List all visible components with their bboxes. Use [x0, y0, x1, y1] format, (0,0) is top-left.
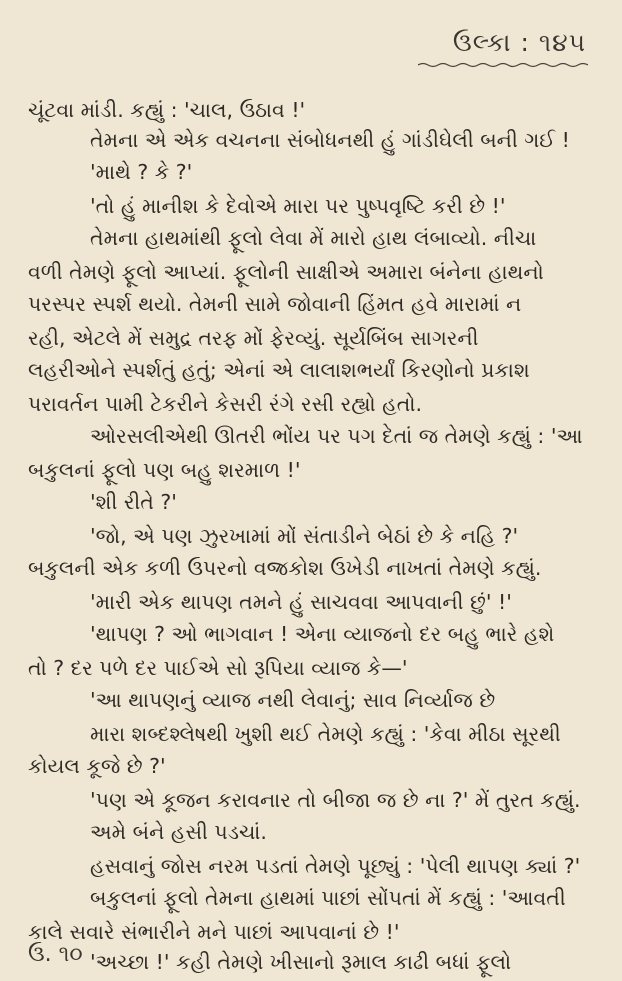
- text-line: 'અચ્છા !' કહી તેમણે ખીસાનો રૂમાલ કાઢી બધાં ફૂલો: [90, 950, 512, 974]
- text-line: 'થાપણ ? ઓ ભાગવાન ! એના વ્યાજનો દર બહુ ભારે હશે: [90, 622, 555, 646]
- text-line: 'આ થાપણનું વ્યાજ નથી લેવાનું; સાવ નિર્વ્યાજ છે: [90, 688, 496, 712]
- header-wavy-rule: [418, 62, 588, 68]
- text-line: 'મારી એક થાપણ તમને હું સાચવવા આપવાની છું' !': [90, 590, 512, 614]
- text-line: લહરીઓને સ્પર્શતું હતું; એનાં એ લાલાશભર્યાં કિરણોનો પ્રકાશ: [28, 358, 530, 382]
- text-line: વળી તેમણે ફૂલો આપ્યાં. ફૂલોની સાક્ષીએ અમારા બંનેના હાથનો: [28, 260, 544, 284]
- text-line: ઓરસલીએથી ઊતરી ભોંય પર પગ દેતાં જ તેમણે કહ્યું : 'આ: [90, 424, 583, 448]
- text-line: 'જો, એ પણ ઝુરખામાં મોં સંતાડીને બેઠાં છે કે નહિ ?': [90, 524, 519, 548]
- text-line: 'શી રીતે ?': [90, 490, 177, 514]
- text-line: 'માથે ? કે ?': [90, 160, 193, 184]
- text-line: બકુલની એક કળી ઉપરનો વજ્રકોશ ઉખેડી નાખતાં તેમણે કહ્યું.: [28, 556, 542, 580]
- text-line: રહી, એટલે મેં સમુદ્ર તરફ મોં ફેરવ્યું. સૂર્યબિંબ સાગરની: [28, 326, 479, 350]
- text-line: તેમના હાથમાંથી ફૂલો લેવા મેં મારો હાથ લંબાવ્યો. નીચા: [90, 226, 537, 250]
- text-line: 'પણ એ કૂજન કરાવનાર તો બીજા જ છે ના ?' મેં તુરત કહ્યું.: [90, 788, 581, 812]
- text-line: પરાવર્તન પામી ટેકરીને કેસરી રંગે રસી રહ્યો હતો.: [28, 392, 422, 416]
- text-line: બકુલનાં ફૂલો પણ બહુ શરમાળ !': [28, 458, 301, 482]
- text-line: કાલે સવારે સંભારીને મને પાછાં આપવાનાં છે !': [28, 920, 400, 944]
- text-line: બકુલનાં ફૂલો તેમના હાથમાં પાછાં સોંપતાં મેં કહ્યું : 'આવતી: [90, 886, 566, 910]
- text-line: 'તો હું માનીશ કે દેવોએ મારા પર પુષ્પવૃષ્ટિ કરી છે !': [90, 194, 506, 218]
- text-line: હસવાનું જોસ નરમ પડતાં તેમણે પૂછ્યું : 'પેલી થાપણ ક્યાં ?': [90, 854, 581, 878]
- text-line: તો ? દર પળે દર પાઈએ સો રૂપિયા વ્યાજ કે—': [28, 656, 408, 680]
- signature-mark: ઉ. ૧૦: [28, 942, 83, 967]
- text-line: ચૂંટવા માંડી. કહ્યું : 'ચાલ, ઉઠાવ !': [28, 98, 306, 122]
- text-line: મારા શબ્દશ્લેષથી ખુશી થઈ તેમણે કહ્યું : 'કેવા મીઠા સૂરથી: [90, 722, 561, 746]
- text-line: અમે બંને હસી પડચાં.: [90, 820, 267, 844]
- running-head: ઉલ્કા : ૧૪૫: [452, 28, 586, 57]
- text-line: પરસ્પર સ્પર્શ થયો. તેમની સામે જોવાની હિંમત હવે મારામાં ન: [28, 292, 522, 316]
- text-line: કોયલ કૂજે છે ?': [28, 754, 166, 778]
- text-line: તેમના એ એક વચનના સંબોધનથી હું ગાંડીઘેલી બની ગઈ !: [90, 128, 570, 152]
